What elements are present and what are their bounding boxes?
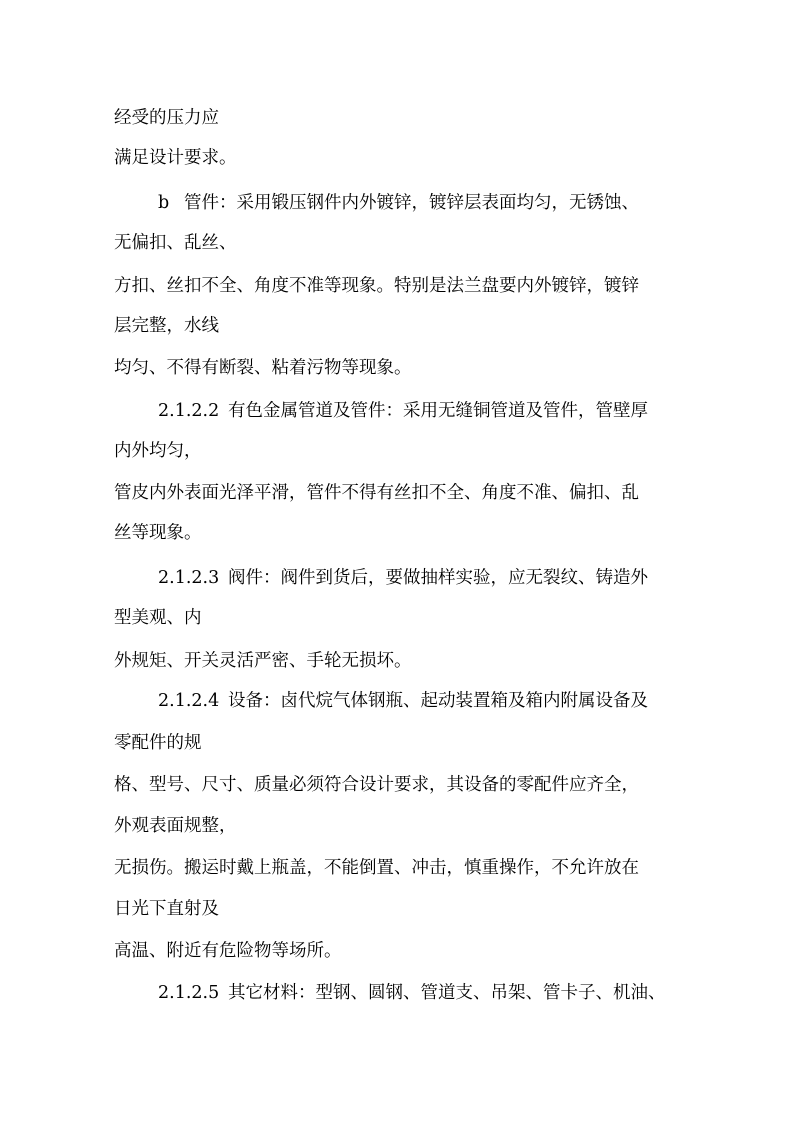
- section-number: 2.1.2.2: [158, 401, 220, 421]
- paragraph-line: 丝等现象。: [114, 523, 202, 543]
- paragraph-line: 高温、附近有危险物等场所。: [114, 941, 342, 961]
- section-text: 设备：卤代烷气体钢瓶、起动装置箱及箱内附属设备及: [228, 691, 648, 711]
- paragraph-line: 方扣、丝扣不全、角度不准等现象。特别是法兰盘要内外镀锌，镀锌: [114, 276, 639, 296]
- paragraph-line: 日光下直射及: [114, 899, 219, 919]
- paragraph-line: 型美观、内: [114, 608, 202, 628]
- section-number: 2.1.2.3: [158, 568, 220, 588]
- paragraph-line: 外观表面规整，: [114, 816, 237, 836]
- paragraph-line: 零配件的规: [114, 733, 202, 753]
- paragraph-line: 格、型号、尺寸、质量必须符合设计要求，其设备的零配件应齐全，: [114, 775, 639, 795]
- section-heading-line: [158, 690, 648, 712]
- paragraph-line: 经受的压力应: [114, 108, 219, 128]
- section-text: 阀件：阀件到货后，要做抽样实验，应无裂纹、铸造外: [228, 568, 648, 588]
- paragraph-line: 外规矩、开关灵活严密、手轮无损坏。: [114, 651, 412, 671]
- paragraph-line: 管皮内外表面光泽平滑，管件不得有丝扣不全、角度不准、偏扣、乱: [114, 483, 639, 503]
- paragraph-line: 无损伤。搬运时戴上瓶盖，不能倒置、冲击，慎重操作，不允许放在: [114, 858, 639, 878]
- paragraph-line: 满足设计要求。: [114, 148, 237, 168]
- section-heading-line: [158, 567, 648, 589]
- paragraph-line: 均匀、不得有断裂、粘着污物等现象。: [114, 358, 412, 378]
- paragraph-line: 内外均匀，: [114, 441, 202, 461]
- section-number: 2.1.2.4: [158, 691, 220, 711]
- section-heading-line: [158, 982, 666, 1004]
- section-heading-line: [158, 400, 648, 422]
- list-item-b: [158, 192, 639, 214]
- list-item-label: b: [158, 193, 170, 213]
- section-text: 其它材料：型钢、圆钢、管道支、吊架、管卡子、机油、: [228, 983, 666, 1003]
- section-number: 2.1.2.5: [158, 983, 220, 1003]
- section-text: 有色金属管道及管件：采用无缝铜管道及管件，管壁厚: [228, 401, 648, 421]
- list-item-text: 管件：采用锻压钢件内外镀锌，镀锌层表面均匀，无锈蚀、: [184, 193, 639, 213]
- paragraph-line: 无偏扣、乱丝、: [114, 233, 237, 253]
- paragraph-line: 层完整，水线: [114, 316, 219, 336]
